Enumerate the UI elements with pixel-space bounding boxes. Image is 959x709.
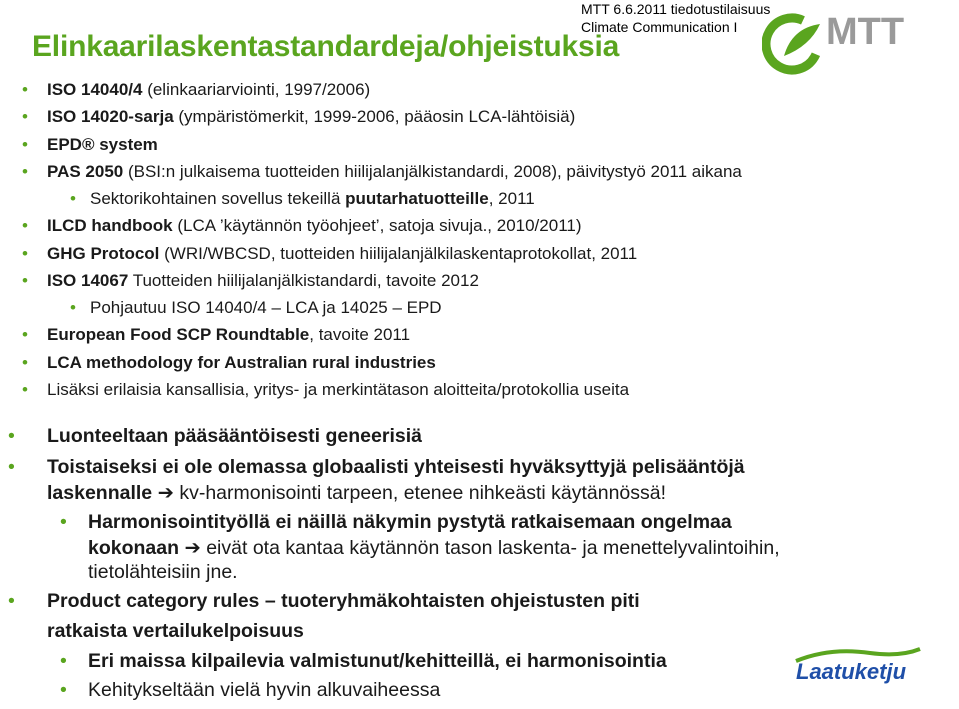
laatuketju-logo-text: Laatuketju: [796, 659, 907, 684]
list-item: Harmonisointityöllä ei näillä näkymin pystytä ratkaisemaan ongelmaa: [88, 511, 732, 533]
list-item-continued: kokonaan ➔ eivät ota kantaa käytännön tason laskenta- ja menettelyvalintoihin,: [88, 537, 780, 559]
laatuketju-logo: [790, 645, 938, 687]
bullet-dot-icon: •: [22, 271, 28, 290]
list-item: PAS 2050 (BSI:n julkaisema tuotteiden hiilijalanjälkistandardi, 2008), päivitystyö 2011 aikana: [47, 162, 742, 181]
bullet-dot-icon: •: [22, 107, 28, 126]
bullet-dot-icon: •: [22, 380, 28, 399]
mtt-logo: [762, 6, 922, 76]
bullet-dot-icon: •: [70, 298, 76, 317]
list-item: Toistaiseksi ei ole olemassa globaalisti yhteisesti hyväksyttyjä pelisääntöjä: [47, 456, 745, 478]
list-item: Kehitykseltään vielä hyvin alkuvaiheessa: [88, 679, 441, 701]
list-item-continued: ratkaista vertailukelpoisuus: [47, 620, 304, 642]
list-item: Product category rules – tuoteryhmäkohtaisten ohjeistusten piti: [47, 590, 640, 612]
bullet-dot-icon: •: [22, 135, 28, 154]
bullet-dot-icon: •: [8, 590, 15, 612]
list-item: Pohjautuu ISO 14040/4 – LCA ja 14025 – EPD: [90, 298, 442, 317]
header-line-2: Climate Communication I: [581, 19, 738, 35]
arrow-right-icon: ➔: [184, 537, 201, 559]
list-item: Sektorikohtainen sovellus tekeillä puutarhatuotteille, 2011: [90, 189, 535, 208]
list-item-continued: tietolähteisiin jne.: [88, 561, 238, 583]
list-item: ISO 14040/4 (elinkaariarviointi, 1997/2006): [47, 80, 371, 99]
header-line-1: MTT 6.6.2011 tiedotustilaisuus: [581, 1, 771, 17]
list-item: European Food SCP Roundtable, tavoite 2011: [47, 325, 411, 344]
list-item: Lisäksi erilaisia kansallisia, yritys- ja merkintätason aloitteita/protokollia useita: [47, 380, 630, 399]
bullet-dot-icon: •: [60, 679, 67, 701]
page-title: Elinkaarilaskentastandardeja/ohjeistuksia: [32, 30, 620, 63]
list-item: LCA methodology for Australian rural industries: [47, 353, 436, 372]
list-item: Luonteeltaan pääsääntöisesti geneerisiä: [47, 425, 422, 447]
list-item: GHG Protocol (WRI/WBCSD, tuotteiden hiilijalanjälkilaskentaprotokollat, 2011: [47, 244, 638, 263]
bullet-dot-icon: •: [8, 425, 15, 447]
bullet-dot-icon: •: [60, 650, 67, 672]
arrow-right-icon: ➔: [157, 482, 174, 504]
list-item: ILCD handbook (LCA ’käytännön työohjeet’, satoja sivuja., 2010/2011): [47, 216, 582, 235]
bullet-dot-icon: •: [60, 511, 67, 533]
bullet-dot-icon: •: [22, 162, 28, 181]
list-item: ISO 14067 Tuotteiden hiilijalanjälkistandardi, tavoite 2012: [47, 271, 479, 290]
bullet-dot-icon: •: [22, 216, 28, 235]
bullet-dot-icon: •: [22, 244, 28, 263]
mtt-logo-text: MTT: [826, 11, 905, 53]
bullet-dot-icon: •: [22, 325, 28, 344]
list-item: EPD® system: [47, 135, 158, 154]
bullet-dot-icon: •: [70, 189, 76, 208]
bullet-dot-icon: •: [22, 353, 28, 372]
list-item-continued: laskennalle ➔ kv-harmonisointi tarpeen, etenee nihkeästi käytännössä!: [47, 482, 667, 504]
list-item: Eri maissa kilpailevia valmistunut/kehitteillä, ei harmonisointia: [88, 650, 667, 672]
bullet-dot-icon: •: [8, 456, 15, 478]
list-item: ISO 14020-sarja (ympäristömerkit, 1999-2006, pääosin LCA-lähtöisiä): [47, 107, 576, 126]
bullet-dot-icon: •: [22, 80, 28, 99]
